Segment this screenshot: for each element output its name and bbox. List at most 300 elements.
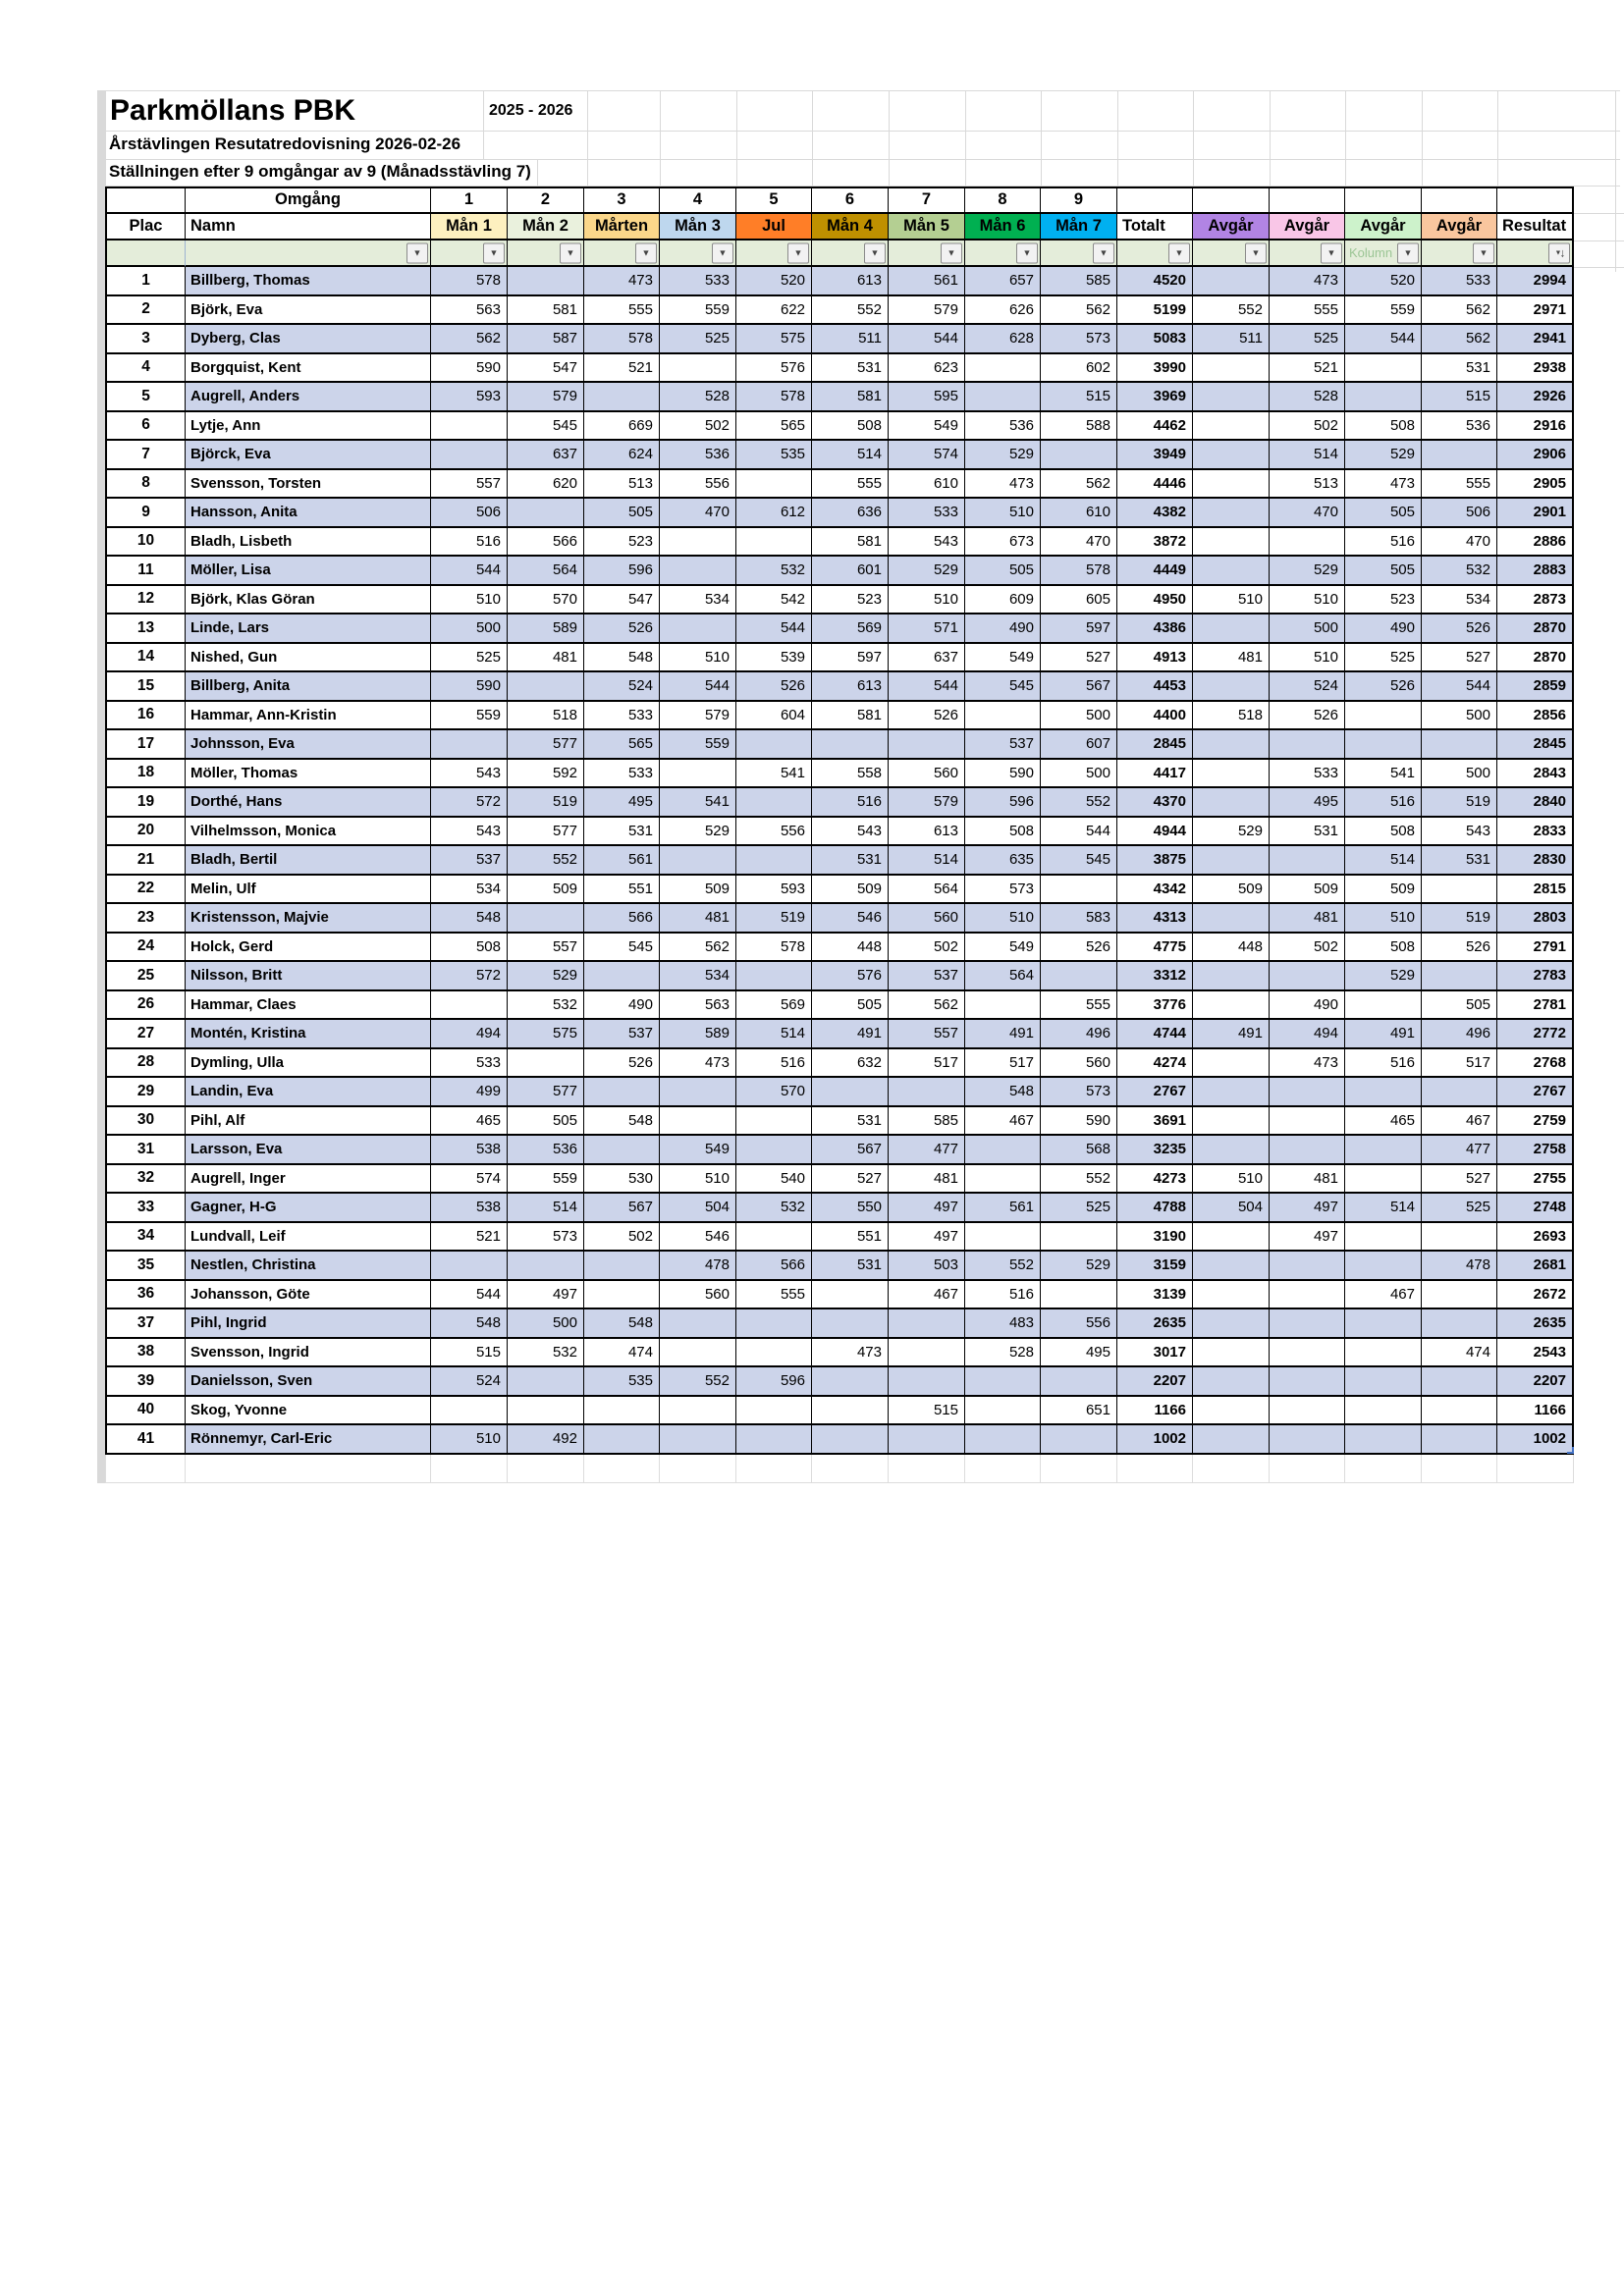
cell-value[interactable]: 541: [736, 760, 812, 789]
cell-value[interactable]: [508, 1049, 584, 1079]
cell-value[interactable]: 508: [431, 934, 508, 963]
cell-value[interactable]: 5199: [1117, 296, 1193, 326]
cell-value[interactable]: 551: [812, 1223, 889, 1253]
cell-name[interactable]: Bladh, Bertil: [186, 846, 431, 876]
cell-value[interactable]: 502: [889, 934, 965, 963]
cell-value[interactable]: [736, 730, 812, 760]
cell-value[interactable]: [584, 1136, 660, 1165]
cell-value[interactable]: [1193, 672, 1270, 702]
cell-value[interactable]: 544: [736, 614, 812, 644]
cell-value[interactable]: [1345, 1339, 1422, 1368]
cell-plac[interactable]: 22: [105, 876, 186, 905]
cell-value[interactable]: 515: [431, 1339, 508, 1368]
filter-cell[interactable]: [105, 240, 186, 267]
cell-value[interactable]: 532: [508, 1339, 584, 1368]
cell-value[interactable]: 2759: [1497, 1107, 1574, 1137]
cell-value[interactable]: 516: [736, 1049, 812, 1079]
cell-value[interactable]: [1193, 730, 1270, 760]
cell-plac[interactable]: 37: [105, 1309, 186, 1339]
cell-value[interactable]: [736, 962, 812, 991]
cell-value[interactable]: 548: [431, 1309, 508, 1339]
cell-value[interactable]: [660, 1339, 736, 1368]
cell-value[interactable]: [584, 1252, 660, 1281]
cell-value[interactable]: [1422, 1223, 1497, 1253]
cell-value[interactable]: 502: [1270, 934, 1345, 963]
cell-value[interactable]: 568: [1041, 1136, 1117, 1165]
cell-value[interactable]: 519: [1422, 904, 1497, 934]
cell-value[interactable]: 525: [431, 644, 508, 673]
cell-value[interactable]: 607: [1041, 730, 1117, 760]
cell-value[interactable]: 525: [1345, 644, 1422, 673]
cell-value[interactable]: 4273: [1117, 1165, 1193, 1195]
column-header-mån-2[interactable]: Mån 2: [508, 214, 584, 241]
cell-value[interactable]: [736, 1397, 812, 1426]
cell-value[interactable]: [431, 991, 508, 1021]
filter-dropdown-button[interactable]: ▼: [483, 242, 505, 263]
cell-name[interactable]: Dymling, Ulla: [186, 1049, 431, 1079]
cell-value[interactable]: 467: [965, 1107, 1041, 1137]
cell-value[interactable]: [1041, 1367, 1117, 1397]
cell-value[interactable]: [812, 1281, 889, 1310]
column-header-avgår[interactable]: Avgår: [1422, 214, 1497, 241]
empty-cell[interactable]: [508, 1455, 584, 1483]
cell-value[interactable]: [812, 1397, 889, 1426]
cell-value[interactable]: 3235: [1117, 1136, 1193, 1165]
cell-value[interactable]: 562: [1422, 296, 1497, 326]
cell-name[interactable]: Dorthé, Hans: [186, 788, 431, 818]
cell-value[interactable]: [1193, 962, 1270, 991]
cell-value[interactable]: 536: [660, 441, 736, 470]
cell-value[interactable]: [1193, 1078, 1270, 1107]
cell-value[interactable]: 526: [1270, 702, 1345, 731]
cell-value[interactable]: 595: [889, 383, 965, 412]
cell-value[interactable]: 517: [1422, 1049, 1497, 1079]
cell-value[interactable]: [660, 760, 736, 789]
cell-value[interactable]: 590: [431, 354, 508, 384]
cell-value[interactable]: [812, 730, 889, 760]
empty-cell[interactable]: [431, 1455, 508, 1483]
cell-value[interactable]: 3969: [1117, 383, 1193, 412]
cell-value[interactable]: 534: [431, 876, 508, 905]
cell-value[interactable]: 521: [584, 354, 660, 384]
cell-plac[interactable]: 38: [105, 1339, 186, 1368]
cell-value[interactable]: [965, 1397, 1041, 1426]
cell-value[interactable]: 562: [660, 934, 736, 963]
cell-value[interactable]: 552: [812, 296, 889, 326]
empty-cell[interactable]: [584, 1455, 660, 1483]
cell-value[interactable]: 613: [812, 672, 889, 702]
cell-value[interactable]: 508: [812, 412, 889, 442]
cell-value[interactable]: 523: [1345, 586, 1422, 615]
cell-value[interactable]: 2941: [1497, 325, 1574, 354]
cell-value[interactable]: 518: [1193, 702, 1270, 731]
cell-value[interactable]: [1193, 1107, 1270, 1137]
cell-value[interactable]: 590: [1041, 1107, 1117, 1137]
cell-name[interactable]: Björk, Klas Göran: [186, 586, 431, 615]
cell-value[interactable]: 2748: [1497, 1194, 1574, 1223]
cell-value[interactable]: 612: [736, 499, 812, 528]
cell-value[interactable]: 531: [1422, 846, 1497, 876]
cell-value[interactable]: [1422, 1367, 1497, 1397]
cell-value[interactable]: 483: [965, 1309, 1041, 1339]
cell-value[interactable]: [1345, 991, 1422, 1021]
cell-value[interactable]: [1345, 1078, 1422, 1107]
cell-value[interactable]: 2840: [1497, 788, 1574, 818]
cell-value[interactable]: 527: [1422, 644, 1497, 673]
cell-plac[interactable]: 13: [105, 614, 186, 644]
cell-value[interactable]: 509: [508, 876, 584, 905]
cell-value[interactable]: 2672: [1497, 1281, 1574, 1310]
cell-value[interactable]: 491: [1193, 1020, 1270, 1049]
cell-value[interactable]: 593: [736, 876, 812, 905]
cell-value[interactable]: [1345, 1165, 1422, 1195]
cell-value[interactable]: [965, 354, 1041, 384]
cell-value[interactable]: 566: [584, 904, 660, 934]
cell-value[interactable]: 511: [812, 325, 889, 354]
cell-value[interactable]: 565: [584, 730, 660, 760]
cell-value[interactable]: 544: [1345, 325, 1422, 354]
cell-value[interactable]: 2938: [1497, 354, 1574, 384]
filter-cell[interactable]: [1422, 240, 1497, 267]
cell-value[interactable]: [1345, 1252, 1422, 1281]
cell-value[interactable]: [1193, 528, 1270, 558]
cell-value[interactable]: 572: [431, 962, 508, 991]
cell-value[interactable]: 537: [584, 1020, 660, 1049]
cell-value[interactable]: 602: [1041, 354, 1117, 384]
cell-value[interactable]: 620: [508, 470, 584, 500]
cell-name[interactable]: Lytje, Ann: [186, 412, 431, 442]
cell-plac[interactable]: 10: [105, 528, 186, 558]
cell-value[interactable]: 2843: [1497, 760, 1574, 789]
empty-cell[interactable]: [1497, 1455, 1574, 1483]
cell-name[interactable]: Hammar, Claes: [186, 991, 431, 1021]
cell-value[interactable]: 2859: [1497, 672, 1574, 702]
cell-value[interactable]: 585: [889, 1107, 965, 1137]
cell-value[interactable]: 500: [431, 614, 508, 644]
cell-value[interactable]: 473: [1345, 470, 1422, 500]
cell-value[interactable]: 531: [812, 1107, 889, 1137]
cell-value[interactable]: 557: [889, 1020, 965, 1049]
empty-cell[interactable]: [1117, 1455, 1193, 1483]
cell-value[interactable]: [736, 528, 812, 558]
omgang-row-cell[interactable]: 8: [965, 187, 1041, 214]
cell-value[interactable]: 559: [1345, 296, 1422, 326]
cell-value[interactable]: 2833: [1497, 818, 1574, 847]
cell-value[interactable]: 491: [1345, 1020, 1422, 1049]
cell-value[interactable]: 529: [508, 962, 584, 991]
omgang-row-cell[interactable]: [1422, 187, 1497, 214]
cell-value[interactable]: 2845: [1117, 730, 1193, 760]
cell-name[interactable]: Augrell, Anders: [186, 383, 431, 412]
cell-value[interactable]: 543: [812, 818, 889, 847]
cell-value[interactable]: 533: [1270, 760, 1345, 789]
filter-cell[interactable]: [1497, 240, 1574, 267]
cell-value[interactable]: [1193, 991, 1270, 1021]
cell-value[interactable]: 2886: [1497, 528, 1574, 558]
cell-value[interactable]: 559: [660, 296, 736, 326]
cell-value[interactable]: 622: [736, 296, 812, 326]
cell-value[interactable]: 632: [812, 1049, 889, 1079]
empty-cell[interactable]: [660, 1455, 736, 1483]
cell-value[interactable]: 3691: [1117, 1107, 1193, 1137]
cell-value[interactable]: 510: [1345, 904, 1422, 934]
cell-value[interactable]: 497: [889, 1223, 965, 1253]
cell-value[interactable]: 5083: [1117, 325, 1193, 354]
sort-filter-button[interactable]: ▼↓: [1548, 242, 1570, 263]
omgang-label-cell[interactable]: Omgång: [186, 187, 431, 214]
cell-value[interactable]: 514: [889, 846, 965, 876]
cell-value[interactable]: 569: [736, 991, 812, 1021]
filter-cell[interactable]: [889, 240, 965, 267]
cell-plac[interactable]: 6: [105, 412, 186, 442]
cell-value[interactable]: 581: [812, 383, 889, 412]
cell-value[interactable]: 510: [660, 644, 736, 673]
cell-value[interactable]: 559: [431, 702, 508, 731]
column-header-mån-4[interactable]: Mån 4: [812, 214, 889, 241]
cell-value[interactable]: 505: [1345, 499, 1422, 528]
cell-value[interactable]: 637: [508, 441, 584, 470]
empty-cell[interactable]: [736, 1455, 812, 1483]
column-header-mån-3[interactable]: Mån 3: [660, 214, 736, 241]
cell-value[interactable]: [1193, 1136, 1270, 1165]
cell-value[interactable]: 538: [431, 1136, 508, 1165]
empty-cell[interactable]: [965, 1455, 1041, 1483]
cell-value[interactable]: [1193, 557, 1270, 586]
cell-value[interactable]: 605: [1041, 586, 1117, 615]
column-header-avgår[interactable]: Avgår: [1193, 214, 1270, 241]
filter-cell[interactable]: [584, 240, 660, 267]
cell-value[interactable]: 2994: [1497, 267, 1574, 296]
cell-value[interactable]: 561: [889, 267, 965, 296]
cell-value[interactable]: [1422, 876, 1497, 905]
cell-value[interactable]: 497: [1270, 1223, 1345, 1253]
empty-cell[interactable]: [1270, 1455, 1345, 1483]
cell-value[interactable]: 519: [1422, 788, 1497, 818]
cell-value[interactable]: 585: [1041, 267, 1117, 296]
cell-value[interactable]: [584, 962, 660, 991]
omgang-row-cell[interactable]: [1345, 187, 1422, 214]
cell-value[interactable]: 529: [1345, 962, 1422, 991]
cell-name[interactable]: Pihl, Alf: [186, 1107, 431, 1137]
cell-value[interactable]: 467: [889, 1281, 965, 1310]
cell-value[interactable]: 651: [1041, 1397, 1117, 1426]
cell-value[interactable]: 2768: [1497, 1049, 1574, 1079]
cell-value[interactable]: 562: [889, 991, 965, 1021]
cell-value[interactable]: 510: [1270, 586, 1345, 615]
cell-value[interactable]: 528: [965, 1339, 1041, 1368]
cell-value[interactable]: [1193, 383, 1270, 412]
cell-value[interactable]: 552: [660, 1367, 736, 1397]
cell-value[interactable]: 544: [1041, 818, 1117, 847]
cell-value[interactable]: 556: [1041, 1309, 1117, 1339]
cell-value[interactable]: [1193, 267, 1270, 296]
cell-value[interactable]: [431, 730, 508, 760]
cell-value[interactable]: 533: [660, 267, 736, 296]
cell-value[interactable]: 596: [584, 557, 660, 586]
filter-dropdown-button[interactable]: ▼: [1016, 242, 1038, 263]
cell-value[interactable]: 470: [660, 499, 736, 528]
cell-value[interactable]: 559: [660, 730, 736, 760]
cell-value[interactable]: [889, 1309, 965, 1339]
cell-value[interactable]: [508, 1367, 584, 1397]
cell-value[interactable]: 3990: [1117, 354, 1193, 384]
cell-value[interactable]: [889, 1339, 965, 1368]
cell-value[interactable]: 2901: [1497, 499, 1574, 528]
cell-value[interactable]: [584, 1078, 660, 1107]
cell-value[interactable]: [736, 470, 812, 500]
cell-value[interactable]: 4788: [1117, 1194, 1193, 1223]
cell-value[interactable]: 549: [660, 1136, 736, 1165]
cell-value[interactable]: 470: [1422, 528, 1497, 558]
cell-value[interactable]: [1270, 1397, 1345, 1426]
cell-value[interactable]: 552: [508, 846, 584, 876]
cell-value[interactable]: 529: [1041, 1252, 1117, 1281]
cell-value[interactable]: 538: [431, 1194, 508, 1223]
cell-plac[interactable]: 7: [105, 441, 186, 470]
cell-value[interactable]: 567: [1041, 672, 1117, 702]
cell-value[interactable]: 555: [584, 296, 660, 326]
cell-value[interactable]: 527: [1041, 644, 1117, 673]
cell-value[interactable]: 555: [812, 470, 889, 500]
cell-value[interactable]: 555: [1041, 991, 1117, 1021]
cell-value[interactable]: [965, 991, 1041, 1021]
column-header-resultat[interactable]: Resultat: [1497, 214, 1574, 241]
omgang-row-cell[interactable]: [1117, 187, 1193, 214]
cell-value[interactable]: 573: [965, 876, 1041, 905]
cell-value[interactable]: 4462: [1117, 412, 1193, 442]
cell-name[interactable]: Svensson, Torsten: [186, 470, 431, 500]
cell-value[interactable]: 502: [584, 1223, 660, 1253]
cell-value[interactable]: [1422, 962, 1497, 991]
cell-value[interactable]: 2635: [1497, 1309, 1574, 1339]
cell-plac[interactable]: 23: [105, 904, 186, 934]
cell-value[interactable]: 529: [1270, 557, 1345, 586]
cell-plac[interactable]: 8: [105, 470, 186, 500]
cell-value[interactable]: 601: [812, 557, 889, 586]
cell-plac[interactable]: 26: [105, 991, 186, 1021]
cell-value[interactable]: [1041, 1223, 1117, 1253]
cell-value[interactable]: 509: [1345, 876, 1422, 905]
cell-value[interactable]: [1270, 1309, 1345, 1339]
cell-value[interactable]: [1193, 1397, 1270, 1426]
cell-value[interactable]: 505: [965, 557, 1041, 586]
cell-value[interactable]: 548: [965, 1078, 1041, 1107]
cell-value[interactable]: 524: [431, 1367, 508, 1397]
empty-cell[interactable]: [812, 1455, 889, 1483]
cell-value[interactable]: [1193, 354, 1270, 384]
cell-value[interactable]: 536: [965, 412, 1041, 442]
cell-value[interactable]: 509: [812, 876, 889, 905]
filter-cell[interactable]: [508, 240, 584, 267]
cell-value[interactable]: 523: [812, 586, 889, 615]
cell-value[interactable]: [584, 1425, 660, 1455]
cell-value[interactable]: 549: [965, 644, 1041, 673]
cell-value[interactable]: 532: [736, 557, 812, 586]
cell-name[interactable]: Gagner, H-G: [186, 1194, 431, 1223]
cell-value[interactable]: 556: [660, 470, 736, 500]
cell-plac[interactable]: 25: [105, 962, 186, 991]
cell-value[interactable]: 505: [584, 499, 660, 528]
cell-value[interactable]: 510: [431, 1425, 508, 1455]
cell-plac[interactable]: 41: [105, 1425, 186, 1455]
cell-value[interactable]: 579: [889, 788, 965, 818]
cell-value[interactable]: 519: [736, 904, 812, 934]
cell-value[interactable]: [1041, 876, 1117, 905]
column-header-mån-5[interactable]: Mån 5: [889, 214, 965, 241]
cell-value[interactable]: 3776: [1117, 991, 1193, 1021]
cell-value[interactable]: 539: [736, 644, 812, 673]
cell-value[interactable]: [736, 788, 812, 818]
cell-value[interactable]: [1193, 1425, 1270, 1455]
cell-value[interactable]: 657: [965, 267, 1041, 296]
cell-value[interactable]: [1422, 1397, 1497, 1426]
omgang-row-cell[interactable]: [105, 187, 186, 214]
cell-value[interactable]: 477: [889, 1136, 965, 1165]
cell-value[interactable]: [660, 1309, 736, 1339]
cell-value[interactable]: 510: [889, 586, 965, 615]
cell-value[interactable]: 533: [584, 760, 660, 789]
cell-value[interactable]: 2207: [1117, 1367, 1193, 1397]
cell-value[interactable]: 623: [889, 354, 965, 384]
cell-value[interactable]: 500: [1422, 702, 1497, 731]
cell-value[interactable]: 504: [1193, 1194, 1270, 1223]
cell-value[interactable]: 560: [889, 760, 965, 789]
cell-name[interactable]: Billberg, Thomas: [186, 267, 431, 296]
cell-value[interactable]: [508, 1252, 584, 1281]
cell-value[interactable]: [660, 528, 736, 558]
cell-value[interactable]: 517: [965, 1049, 1041, 1079]
cell-value[interactable]: 555: [736, 1281, 812, 1310]
cell-value[interactable]: 528: [1270, 383, 1345, 412]
cell-plac[interactable]: 17: [105, 730, 186, 760]
column-header-mån-1[interactable]: Mån 1: [431, 214, 508, 241]
cell-value[interactable]: 637: [889, 644, 965, 673]
cell-value[interactable]: 581: [812, 528, 889, 558]
cell-value[interactable]: 1166: [1117, 1397, 1193, 1426]
cell-name[interactable]: Bladh, Lisbeth: [186, 528, 431, 558]
cell-value[interactable]: 509: [660, 876, 736, 905]
cell-value[interactable]: 515: [1422, 383, 1497, 412]
cell-value[interactable]: 520: [736, 267, 812, 296]
cell-name[interactable]: Danielsson, Sven: [186, 1367, 431, 1397]
cell-value[interactable]: 551: [584, 876, 660, 905]
cell-value[interactable]: 470: [1270, 499, 1345, 528]
cell-value[interactable]: 448: [812, 934, 889, 963]
cell-value[interactable]: 581: [812, 702, 889, 731]
cell-value[interactable]: 531: [812, 354, 889, 384]
cell-value[interactable]: [660, 1425, 736, 1455]
cell-value[interactable]: 510: [431, 586, 508, 615]
cell-value[interactable]: 525: [1270, 325, 1345, 354]
cell-name[interactable]: Montén, Kristina: [186, 1020, 431, 1049]
cell-value[interactable]: 509: [1193, 876, 1270, 905]
cell-value[interactable]: 4744: [1117, 1020, 1193, 1049]
cell-value[interactable]: [584, 1397, 660, 1426]
cell-plac[interactable]: 1: [105, 267, 186, 296]
cell-value[interactable]: [1345, 702, 1422, 731]
cell-value[interactable]: 543: [1422, 818, 1497, 847]
cell-value[interactable]: [508, 904, 584, 934]
cell-value[interactable]: 613: [812, 267, 889, 296]
cell-plac[interactable]: 31: [105, 1136, 186, 1165]
cell-value[interactable]: 587: [508, 325, 584, 354]
cell-value[interactable]: 566: [508, 528, 584, 558]
cell-value[interactable]: 4913: [1117, 644, 1193, 673]
cell-value[interactable]: 495: [1270, 788, 1345, 818]
cell-value[interactable]: 567: [584, 1194, 660, 1223]
omgang-row-cell[interactable]: 6: [812, 187, 889, 214]
empty-cell[interactable]: [1193, 1455, 1270, 1483]
